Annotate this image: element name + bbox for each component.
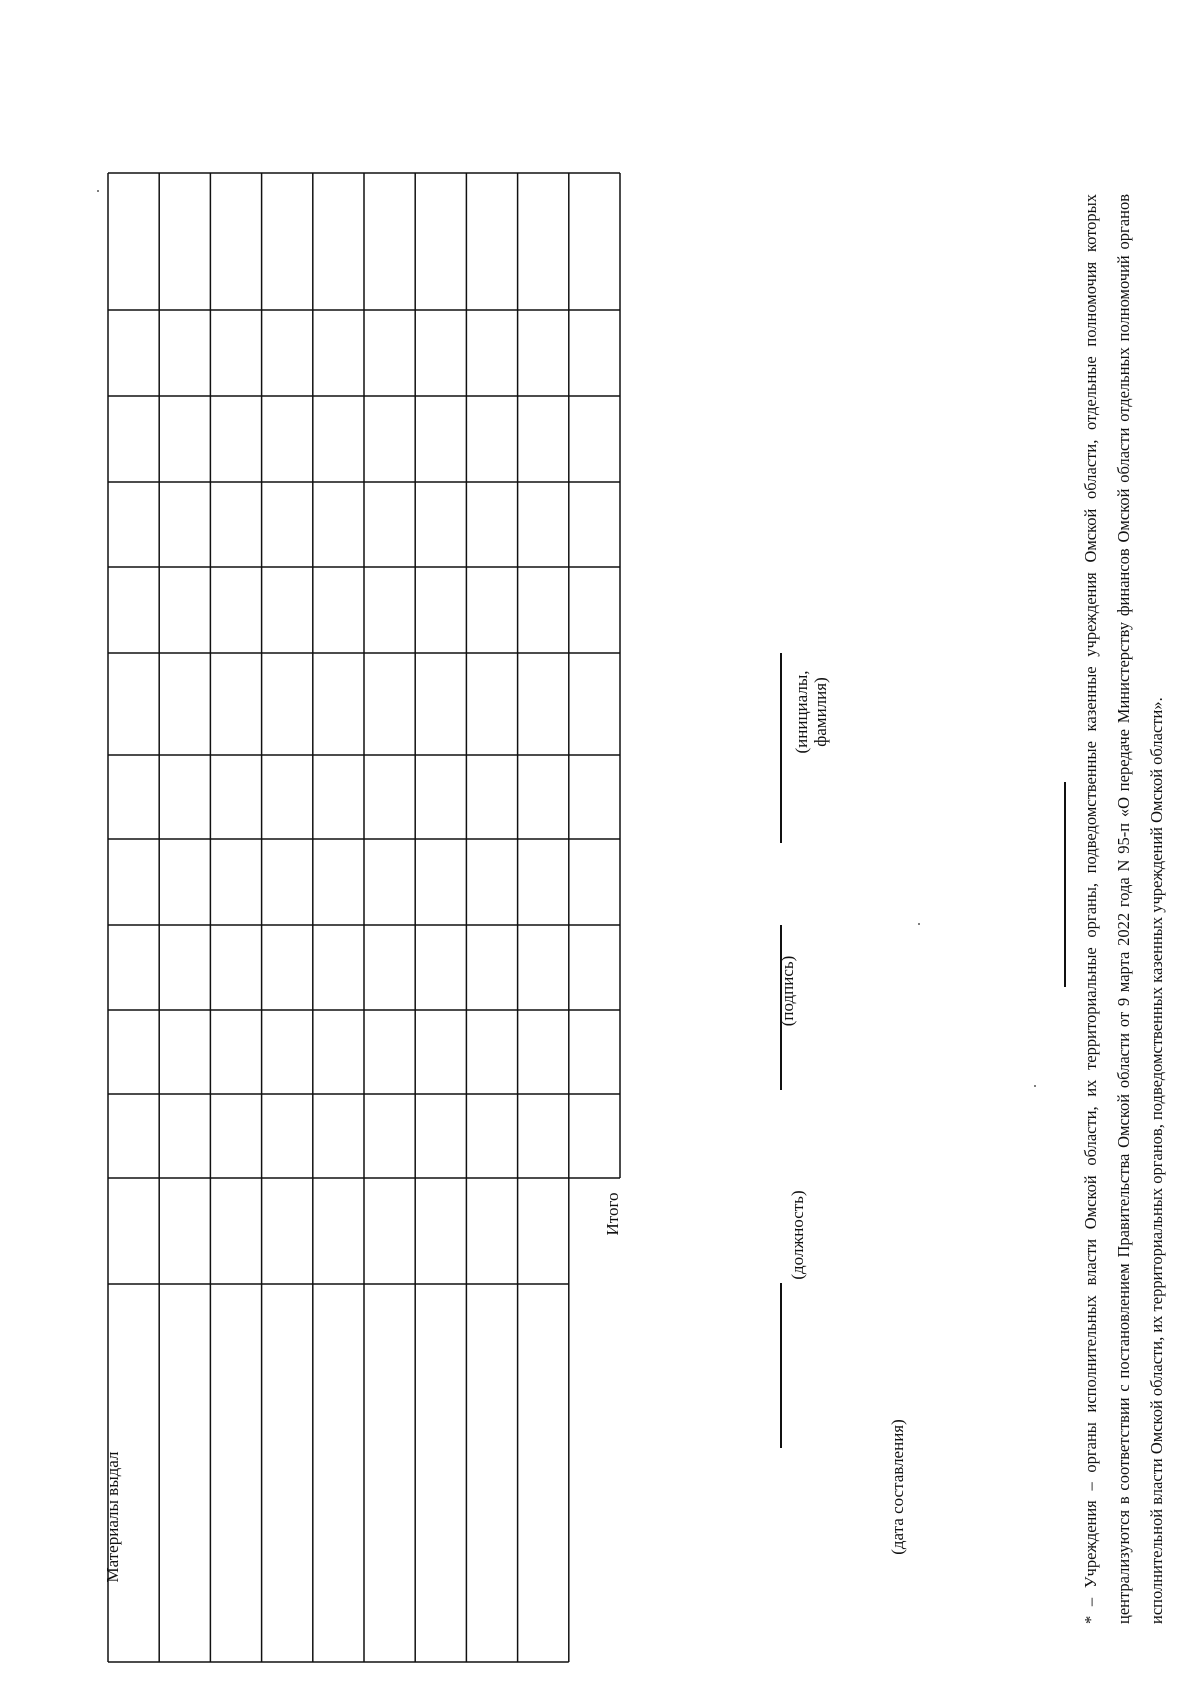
scan-speck: [97, 190, 99, 192]
signature-caption: (подпись): [778, 955, 797, 1027]
scan-speck: [918, 923, 920, 925]
footnote: [1074, 194, 1200, 1624]
scan-speck: [1034, 1085, 1036, 1087]
separator-line: [1064, 782, 1066, 987]
position-line: [780, 1283, 782, 1448]
position-caption: (должность): [788, 1190, 807, 1280]
total-label: Итого: [603, 1192, 622, 1236]
name-line: [780, 653, 782, 843]
name-caption: (инициалы, фамилия): [792, 670, 830, 754]
issued-label: Материалы выдал: [103, 1451, 122, 1583]
footnote-text: * – Учреждения – органы исполнительных власти Омской области, их территориальные органы, подведомственные казенные учреждения Омской области, отдельные полномочия которых централизуются в соответствии с постановлением Правительства Омской области от 9 марта 2022 года N 95-п «О передаче Министерству финансов Омской области отдельных полномочий органов исполнительной власти Омской области, их территориальных органов, подведомственных казенных учреждений Омской области».: [1081, 194, 1166, 1624]
date-caption: (дата составления): [888, 1419, 907, 1555]
